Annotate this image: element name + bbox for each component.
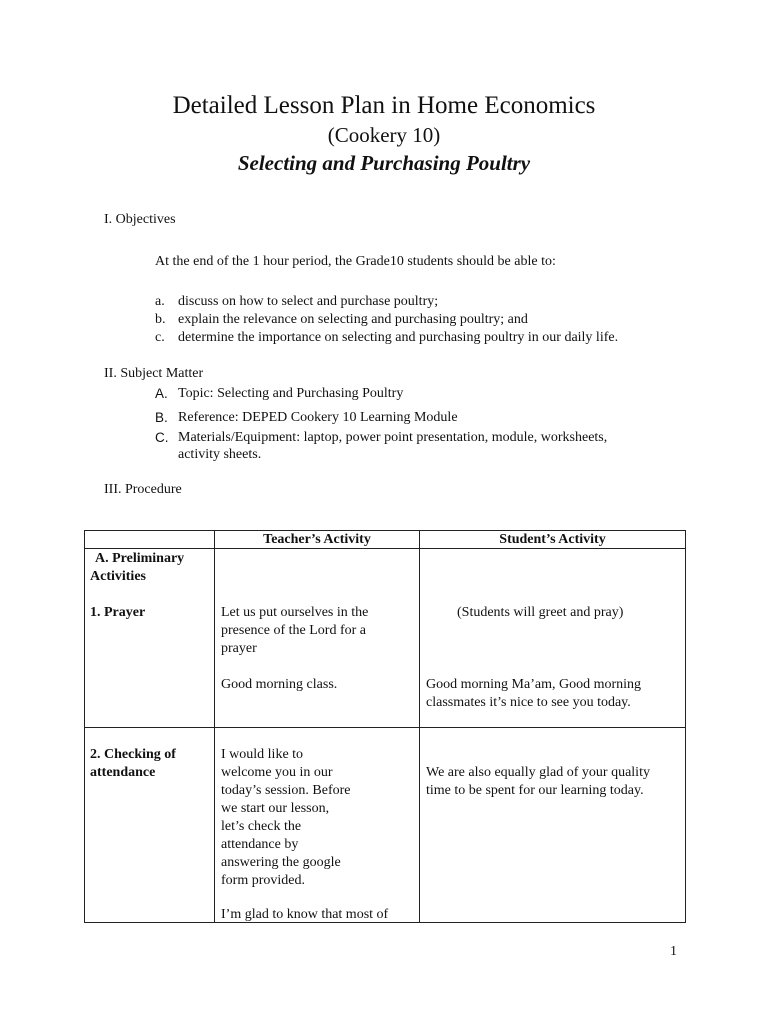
row2-teacher-cell bbox=[215, 728, 420, 923]
prayer-teacher-line1: Let us put ourselves in the bbox=[221, 605, 369, 620]
prayer-label: 1. Prayer bbox=[90, 605, 146, 620]
attendance-student-line1: We are also equally glad of your quality bbox=[426, 765, 650, 780]
page-number: 1 bbox=[670, 944, 677, 959]
attendance-student-line2: time to be spent for our learning today. bbox=[426, 783, 644, 798]
subject-matter-heading: II. Subject Matter bbox=[104, 366, 204, 381]
subject-reference: Reference: DEPED Cookery 10 Learning Module bbox=[178, 410, 458, 425]
subject-marker-c: C. bbox=[155, 430, 169, 445]
attendance-teacher-line1: I would like to bbox=[221, 747, 304, 762]
attendance-teacher-line5: let’s check the bbox=[221, 819, 302, 834]
objective-item-c: determine the importance on selecting and purchasing poultry in our daily life. bbox=[178, 330, 619, 345]
table-header-row bbox=[85, 531, 686, 549]
attendance-teacher-extra: I’m glad to know that most of bbox=[221, 907, 389, 922]
table-row-prayer bbox=[85, 549, 686, 728]
objective-item-b: explain the relevance on selecting and purchasing poultry; and bbox=[178, 312, 528, 327]
subject-materials-continued: activity sheets. bbox=[178, 447, 262, 462]
prayer-teacher-line2: presence of the Lord for a bbox=[221, 623, 366, 638]
header-teacher-activity: Teacher’s Activity bbox=[215, 531, 420, 549]
attendance-teacher-line3: today’s session. Before bbox=[221, 783, 351, 798]
row2-student-cell bbox=[420, 728, 686, 923]
student-greeting-line1: Good morning Ma’am, Good morning bbox=[426, 677, 642, 692]
attendance-label-line1: 2. Checking of bbox=[90, 747, 176, 762]
table-row-attendance bbox=[85, 728, 686, 923]
header-blank bbox=[85, 531, 215, 549]
objective-marker-a: a. bbox=[155, 294, 165, 309]
section-preliminary-line1: A. Preliminary bbox=[95, 551, 185, 566]
procedure-heading: III. Procedure bbox=[104, 482, 182, 497]
row1-section-cell bbox=[85, 549, 215, 728]
objectives-heading: I. Objectives bbox=[104, 212, 176, 227]
prayer-teacher-line3: prayer bbox=[221, 641, 257, 656]
lesson-topic-title: Selecting and Purchasing Poultry bbox=[237, 151, 531, 175]
objective-item-a: discuss on how to select and purchase poultry; bbox=[178, 294, 439, 309]
student-prayer-note: (Students will greet and pray) bbox=[457, 605, 624, 620]
document-title: Detailed Lesson Plan in Home Economics bbox=[172, 92, 596, 119]
row1-teacher-cell bbox=[215, 549, 420, 728]
row2-label-cell bbox=[85, 728, 215, 923]
student-greeting-line2: classmates it’s nice to see you today. bbox=[426, 695, 631, 710]
attendance-teacher-line2: welcome you in our bbox=[221, 765, 333, 780]
objective-marker-c: c. bbox=[155, 330, 165, 345]
subject-materials: Materials/Equipment: laptop, power point presentation, module, worksheets, bbox=[178, 430, 608, 445]
subject-marker-a: A. bbox=[155, 386, 168, 401]
objectives-intro: At the end of the 1 hour period, the Grade10 students should be able to: bbox=[155, 254, 556, 269]
subject-topic: Topic: Selecting and Purchasing Poultry bbox=[178, 386, 404, 401]
document-subtitle: (Cookery 10) bbox=[327, 123, 441, 147]
subject-marker-b: B. bbox=[155, 410, 168, 425]
teacher-greeting: Good morning class. bbox=[221, 677, 338, 692]
attendance-teacher-line8: form provided. bbox=[221, 873, 305, 888]
objective-marker-b: b. bbox=[155, 312, 166, 327]
procedure-table bbox=[84, 530, 686, 923]
attendance-teacher-line7: answering the google bbox=[221, 855, 341, 870]
section-preliminary-line2: Activities bbox=[90, 569, 146, 584]
attendance-teacher-line4: we start our lesson, bbox=[221, 801, 330, 816]
attendance-teacher-line6: attendance by bbox=[221, 837, 299, 852]
row1-student-cell bbox=[420, 549, 686, 728]
attendance-label-line2: attendance bbox=[90, 765, 156, 780]
header-student-activity: Student’s Activity bbox=[420, 531, 686, 549]
